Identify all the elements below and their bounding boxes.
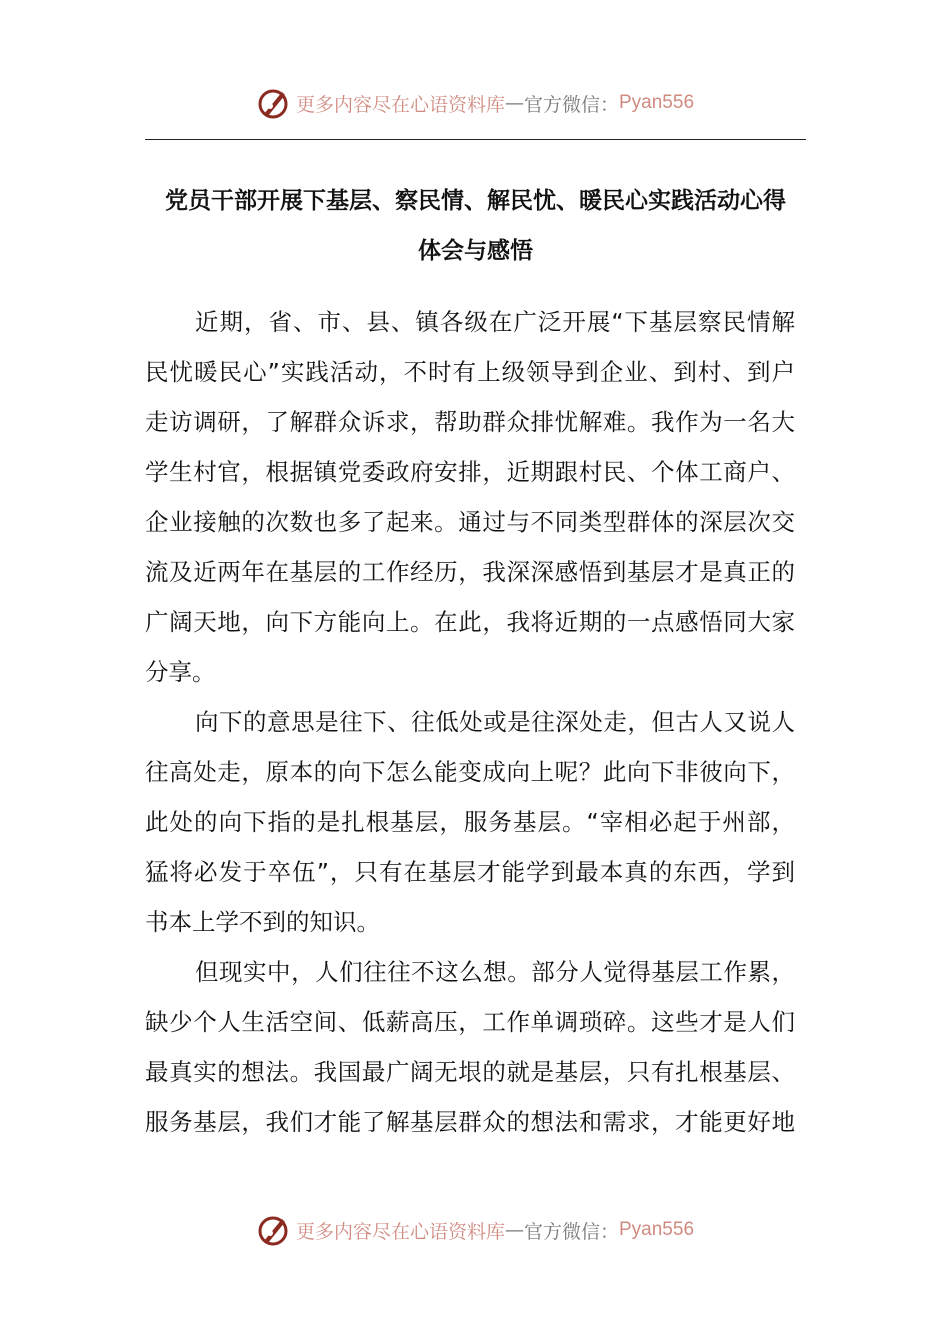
site-text: 更多内容尽在心语资料库 (295, 1220, 505, 1243)
paragraph (145, 302, 795, 702)
text-line: 广阔天地，向下方能向上。在此，我将近期的一点感悟同大家 (145, 608, 795, 636)
text-line: 此处的向下指的是扎根基层，服务基层。“宰相必起于州部， (145, 808, 795, 836)
separator: — (504, 1219, 524, 1241)
text-line: 书本上学不到的知识。 (145, 908, 380, 936)
text-line: 分享。 (145, 658, 216, 686)
wechat-label: 官方微信： (523, 1220, 619, 1243)
doc-title-line-1: 党员干部开展下基层、察民情、解民忧、暖民心实践活动心得 (165, 188, 786, 214)
header-banner (0, 83, 950, 123)
text-line: 向下的意思是往下、往低处或是往深处走，但古人又说人 (195, 708, 795, 736)
text-line: 往高处走，原本的向下怎么能变成向上呢？此向下非彼向下， (145, 758, 795, 786)
header-divider (145, 139, 806, 140)
text-line: 走访调研，了解群众诉求，帮助群众排忧解难。我作为一名大 (145, 408, 795, 436)
wechat-id: Pyan556 (619, 1219, 695, 1240)
quill-logo-icon (256, 1213, 290, 1247)
text-line: 企业接触的次数也多了起来。通过与不同类型群体的深层次交 (145, 508, 795, 536)
text-line: 民忧暖民心”实践活动，不时有上级领导到企业、到村、到户 (145, 358, 795, 386)
document-body (145, 302, 795, 1152)
separator: — (504, 92, 524, 114)
text-line: 但现实中，人们往往不这么想。部分人觉得基层工作累， (195, 958, 795, 986)
paragraph (145, 952, 795, 1152)
site-text: 更多内容尽在心语资料库 (295, 93, 505, 116)
wechat-id: Pyan556 (619, 92, 695, 113)
text-line: 缺少个人生活空间、低薪高压，工作单调琐碎。这些才是人们 (145, 1008, 795, 1036)
text-line: 最真实的想法。我国最广阔无垠的就是基层，只有扎根基层、 (145, 1058, 795, 1086)
paragraph (145, 702, 795, 952)
text-line: 流及近两年在基层的工作经历，我深深感悟到基层才是真正的 (145, 558, 795, 586)
wechat-label: 官方微信： (523, 93, 619, 116)
doc-title-line-2: 体会与感悟 (418, 238, 533, 264)
text-line: 猛将必发于卒伍”，只有在基层才能学到最本真的东西，学到 (145, 858, 795, 886)
quill-logo-icon (256, 86, 290, 120)
text-line: 近期，省、市、县、镇各级在广泛开展“下基层察民情解 (195, 308, 795, 336)
text-line: 学生村官，根据镇党委政府安排，近期跟村民、个体工商户、 (145, 458, 795, 486)
footer-banner (0, 1210, 950, 1250)
text-line: 服务基层，我们才能了解基层群众的想法和需求，才能更好地 (145, 1108, 795, 1136)
